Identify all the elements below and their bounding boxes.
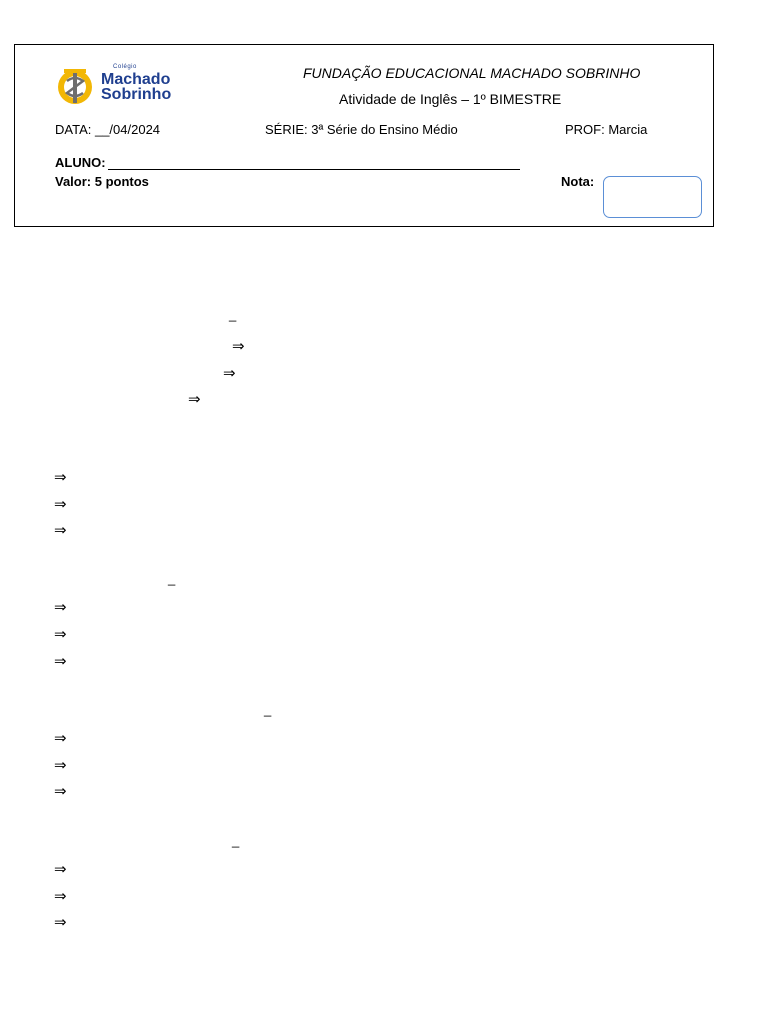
series-label: SÉRIE: 3ª Série do Ensino Médio [265, 122, 458, 137]
arrow-mark: ⇒ [54, 888, 67, 905]
date-label: DATA: __/04/2024 [55, 122, 161, 137]
arrow-mark: ⇒ [232, 338, 245, 355]
arrow-mark: ⇒ [54, 496, 67, 513]
arrow-mark: ⇒ [54, 653, 67, 670]
dash-mark: _ [232, 833, 240, 848]
school-logo [55, 64, 172, 109]
logo-emblem-icon [55, 65, 99, 109]
student-name-line[interactable] [108, 169, 520, 170]
arrow-mark: ⇒ [188, 391, 201, 408]
arrow-mark: ⇒ [54, 861, 67, 878]
value-label: Valor: 5 pontos [55, 174, 149, 189]
institution-title: FUNDAÇÃO EDUCACIONAL MACHADO SOBRINHO [303, 65, 641, 81]
arrow-mark: ⇒ [54, 469, 67, 486]
dash-mark: _ [168, 571, 176, 586]
dash-mark: _ [264, 702, 272, 717]
arrow-mark: ⇒ [54, 522, 67, 539]
arrow-mark: ⇒ [54, 599, 67, 616]
header-box [14, 44, 714, 227]
grade-label: Nota: [561, 174, 595, 189]
student-label: ALUNO: [55, 155, 106, 170]
logo-line-2: Sobrinho [101, 86, 172, 103]
logo-line-1: Machado [101, 71, 171, 88]
grade-box[interactable] [603, 176, 702, 218]
arrow-mark: ⇒ [54, 914, 67, 931]
teacher-label: PROF: Marcia [565, 122, 648, 137]
arrow-mark: ⇒ [54, 757, 67, 774]
arrow-mark: ⇒ [223, 365, 236, 382]
logo-small-text: Colégio [113, 64, 137, 70]
arrow-mark: ⇒ [54, 730, 67, 747]
arrow-mark: ⇒ [54, 626, 67, 643]
dash-mark: _ [229, 307, 237, 322]
activity-subtitle: Atividade de Inglês – 1º BIMESTRE [339, 91, 562, 107]
arrow-mark: ⇒ [54, 783, 67, 800]
